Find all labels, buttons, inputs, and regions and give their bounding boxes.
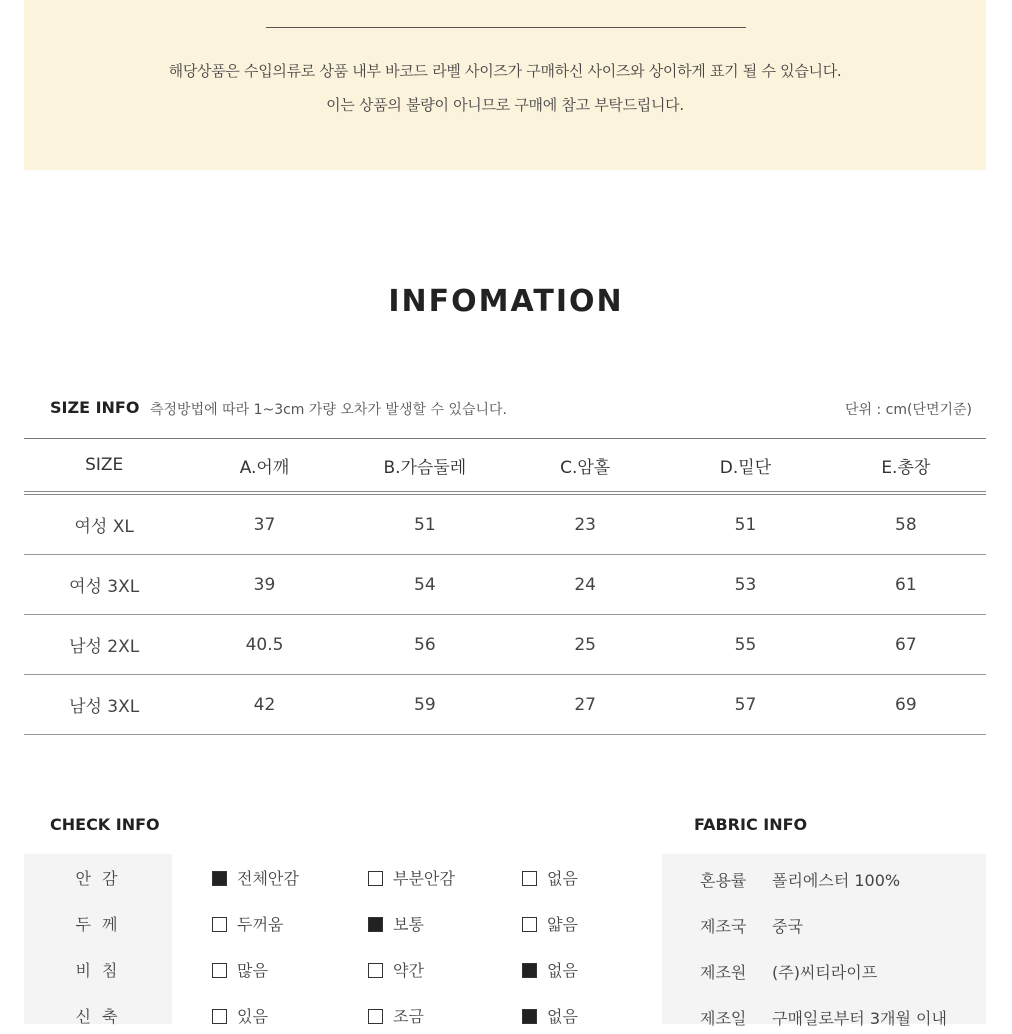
check-option [212,958,268,981]
size-value-cell: 56 [345,615,505,675]
unchecked-box-icon [212,1009,227,1024]
size-label-cell: 여성 3XL [24,555,184,615]
checked-box-icon [212,871,227,886]
fabric-value: 폴리에스터 100% [772,871,901,890]
size-label-cell: 남성 3XL [24,675,184,735]
size-value-cell: 24 [505,555,665,615]
size-info-description: 측정방법에 따라 1~3cm 가량 오차가 발생할 수 있습니다. [150,402,507,418]
check-option-label: 없음 [547,869,578,888]
check-info-title: CHECK INFO [50,815,160,834]
size-value-cell: 37 [184,493,344,555]
size-value-cell: 55 [665,615,825,675]
fabric-info-title: FABRIC INFO [694,815,808,834]
notice-line-2: 이는 상품의 불량이 아니므로 구매에 참고 부탁드립니다. [326,96,684,114]
fabric-value: 중국 [772,917,803,936]
size-table [24,438,986,735]
size-value-cell: 58 [826,493,986,555]
size-value-cell: 59 [345,675,505,735]
check-row [24,912,646,942]
size-value-cell: 54 [345,555,505,615]
table-row [24,493,986,555]
check-option-label: 약간 [393,961,424,980]
check-row-label: 안 감 [75,869,121,888]
check-option-label: 보통 [393,915,424,934]
check-option [368,912,424,935]
fabric-key: 제조국 [700,917,747,936]
checked-box-icon [522,1009,537,1024]
check-row [24,958,646,988]
check-info-panel [24,854,646,1024]
check-option-label: 있음 [237,1007,268,1026]
size-column-header: D.밑단 [665,439,825,494]
check-option [522,1004,578,1027]
size-table-body [24,493,986,735]
divider [266,27,746,28]
unchecked-box-icon [522,871,537,886]
unchecked-box-icon [522,917,537,932]
notice-line-1: 해당상품은 수입의류로 상품 내부 바코드 라벨 사이즈가 구매하신 사이즈와 상이하게 표기 될 수 있습니다. [168,62,842,80]
check-option-label: 조금 [393,1007,424,1026]
size-value-cell: 69 [826,675,986,735]
size-column-header: C.암홀 [505,439,665,494]
size-label-cell: 여성 XL [24,493,184,555]
size-value-cell: 51 [345,493,505,555]
size-column-header: SIZE [24,439,184,494]
fabric-key: 제조원 [700,963,747,982]
table-row [24,615,986,675]
size-value-cell: 61 [826,555,986,615]
size-value-cell: 51 [665,493,825,555]
check-option-label: 두꺼움 [237,915,284,934]
check-option [368,866,455,889]
size-value-cell: 39 [184,555,344,615]
unchecked-box-icon [368,871,383,886]
checked-box-icon [368,917,383,932]
check-option [212,1004,268,1027]
size-value-cell: 57 [665,675,825,735]
fabric-key: 제조일 [700,1009,747,1028]
size-column-header: A.어깨 [184,439,344,494]
notice-banner [24,0,986,170]
check-option-label: 부분안감 [393,869,455,888]
unchecked-box-icon [212,963,227,978]
checked-box-icon [522,963,537,978]
fabric-info-panel [662,854,986,1028]
unchecked-box-icon [212,917,227,932]
check-option-label: 없음 [547,1007,578,1026]
unchecked-box-icon [368,963,383,978]
size-value-cell: 23 [505,493,665,555]
size-column-header: E.총장 [826,439,986,494]
size-value-cell: 25 [505,615,665,675]
check-row [24,866,646,896]
check-option [212,912,283,935]
check-row [24,1004,646,1034]
check-option [368,958,424,981]
check-option [522,912,578,935]
check-option [368,1004,424,1027]
size-info-title: SIZE INFO [50,398,140,417]
size-value-cell: 27 [505,675,665,735]
check-row-label: 두 께 [75,915,121,934]
table-row [24,675,986,735]
size-column-header: B.가슴둘레 [345,439,505,494]
check-option-label: 없음 [547,961,578,980]
size-value-cell: 53 [665,555,825,615]
check-option [522,866,578,889]
check-option [212,866,299,889]
check-row-label: 신 축 [75,1007,121,1026]
section-title: INFOMATION [388,284,624,319]
size-label-cell: 남성 2XL [24,615,184,675]
check-option-label: 많음 [237,961,268,980]
table-row [24,555,986,615]
fabric-key: 혼용률 [700,871,747,890]
check-option-label: 얇음 [547,915,578,934]
check-option-label: 전체안감 [237,869,299,888]
size-value-cell: 40.5 [184,615,344,675]
size-value-cell: 42 [184,675,344,735]
fabric-value: 구매일로부터 3개월 이내 [772,1009,947,1028]
size-table-header [24,439,986,494]
size-value-cell: 67 [826,615,986,675]
check-row-label: 비 침 [75,961,121,980]
check-option [522,958,578,981]
size-info-header [50,396,972,420]
fabric-value: (주)씨티라이프 [772,963,878,982]
size-info-unit: 단위 : cm(단면기준) [844,402,972,418]
unchecked-box-icon [368,1009,383,1024]
